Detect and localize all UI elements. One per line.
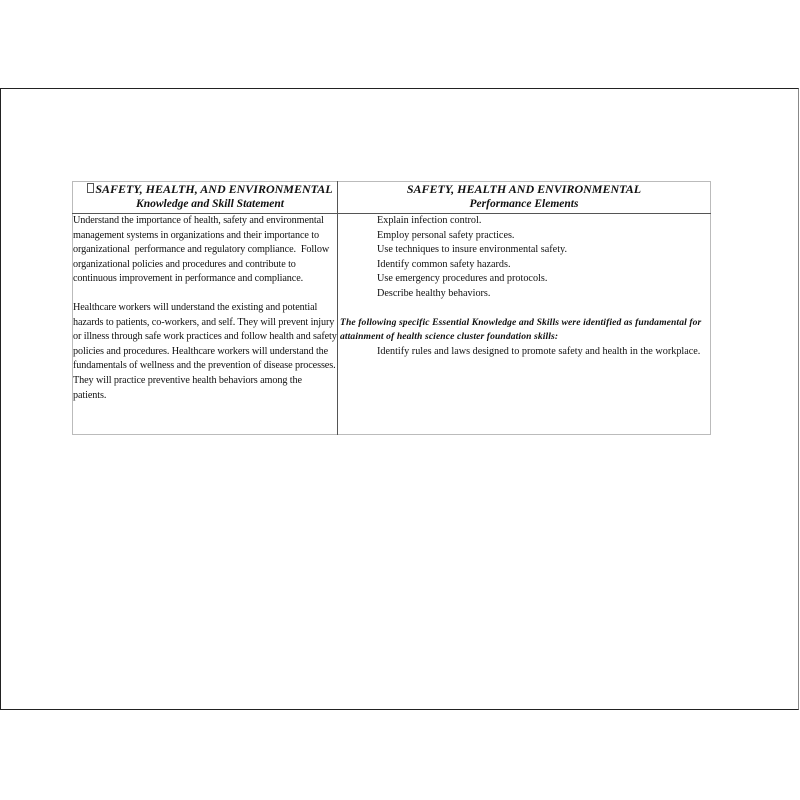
right-header-title: SAFETY, HEALTH AND ENVIRONMENTAL	[406, 182, 642, 196]
table-body-row	[73, 214, 711, 435]
left-header-title	[83, 182, 337, 197]
knowledge-paragraph-1: Understand the importance of health, safety and environmental management systems in organizations and their importance to organizational performance and regulatory compliance. Follow organizational policies and procedures and contribute to continuous improvement in performance and compliance.	[73, 215, 332, 285]
checkbox-glyph-icon	[87, 183, 94, 193]
essential-knowledge-note: The following specific Essential Knowledge and Skills were identified as fundamental for attainment of health science cluster foundation skills:	[340, 316, 702, 343]
right-header-subtitle: Performance Elements	[469, 198, 579, 210]
performance-elements-cell	[338, 214, 711, 435]
performance-elements-list	[340, 214, 710, 302]
left-header-subtitle: Knowledge and Skill Statement	[136, 198, 284, 210]
left-header-title-text: SAFETY, HEALTH, AND ENVIRONMENTAL	[95, 182, 333, 196]
right-header-cell	[338, 182, 711, 214]
table-header-row	[73, 182, 711, 214]
list-item: Describe healthy behaviors.	[377, 287, 491, 299]
essential-knowledge-item: Identify rules and laws designed to promote safety and health in the workplace.	[377, 345, 701, 357]
list-item: Explain infection control.	[377, 215, 482, 226]
knowledge-paragraph-2: Healthcare workers will understand the existing and potential hazards to patients, co-workers, and self. They will prevent injury or illness through safe work practices and follow health and safety policies and procedures. Healthcare workers will understand the fundamentals of wellness and the prevention of disease processes. They will practice preventive health behaviors among the patients.	[73, 301, 341, 401]
list-item: Use emergency procedures and protocols.	[377, 273, 548, 285]
left-header-cell	[73, 182, 338, 214]
knowledge-statement-cell	[73, 214, 341, 435]
list-item: Use techniques to insure environmental safety.	[377, 244, 568, 256]
list-item: Identify common safety hazards.	[377, 258, 511, 270]
skills-table	[72, 181, 711, 435]
list-item: Employ personal safety practices.	[377, 229, 515, 241]
